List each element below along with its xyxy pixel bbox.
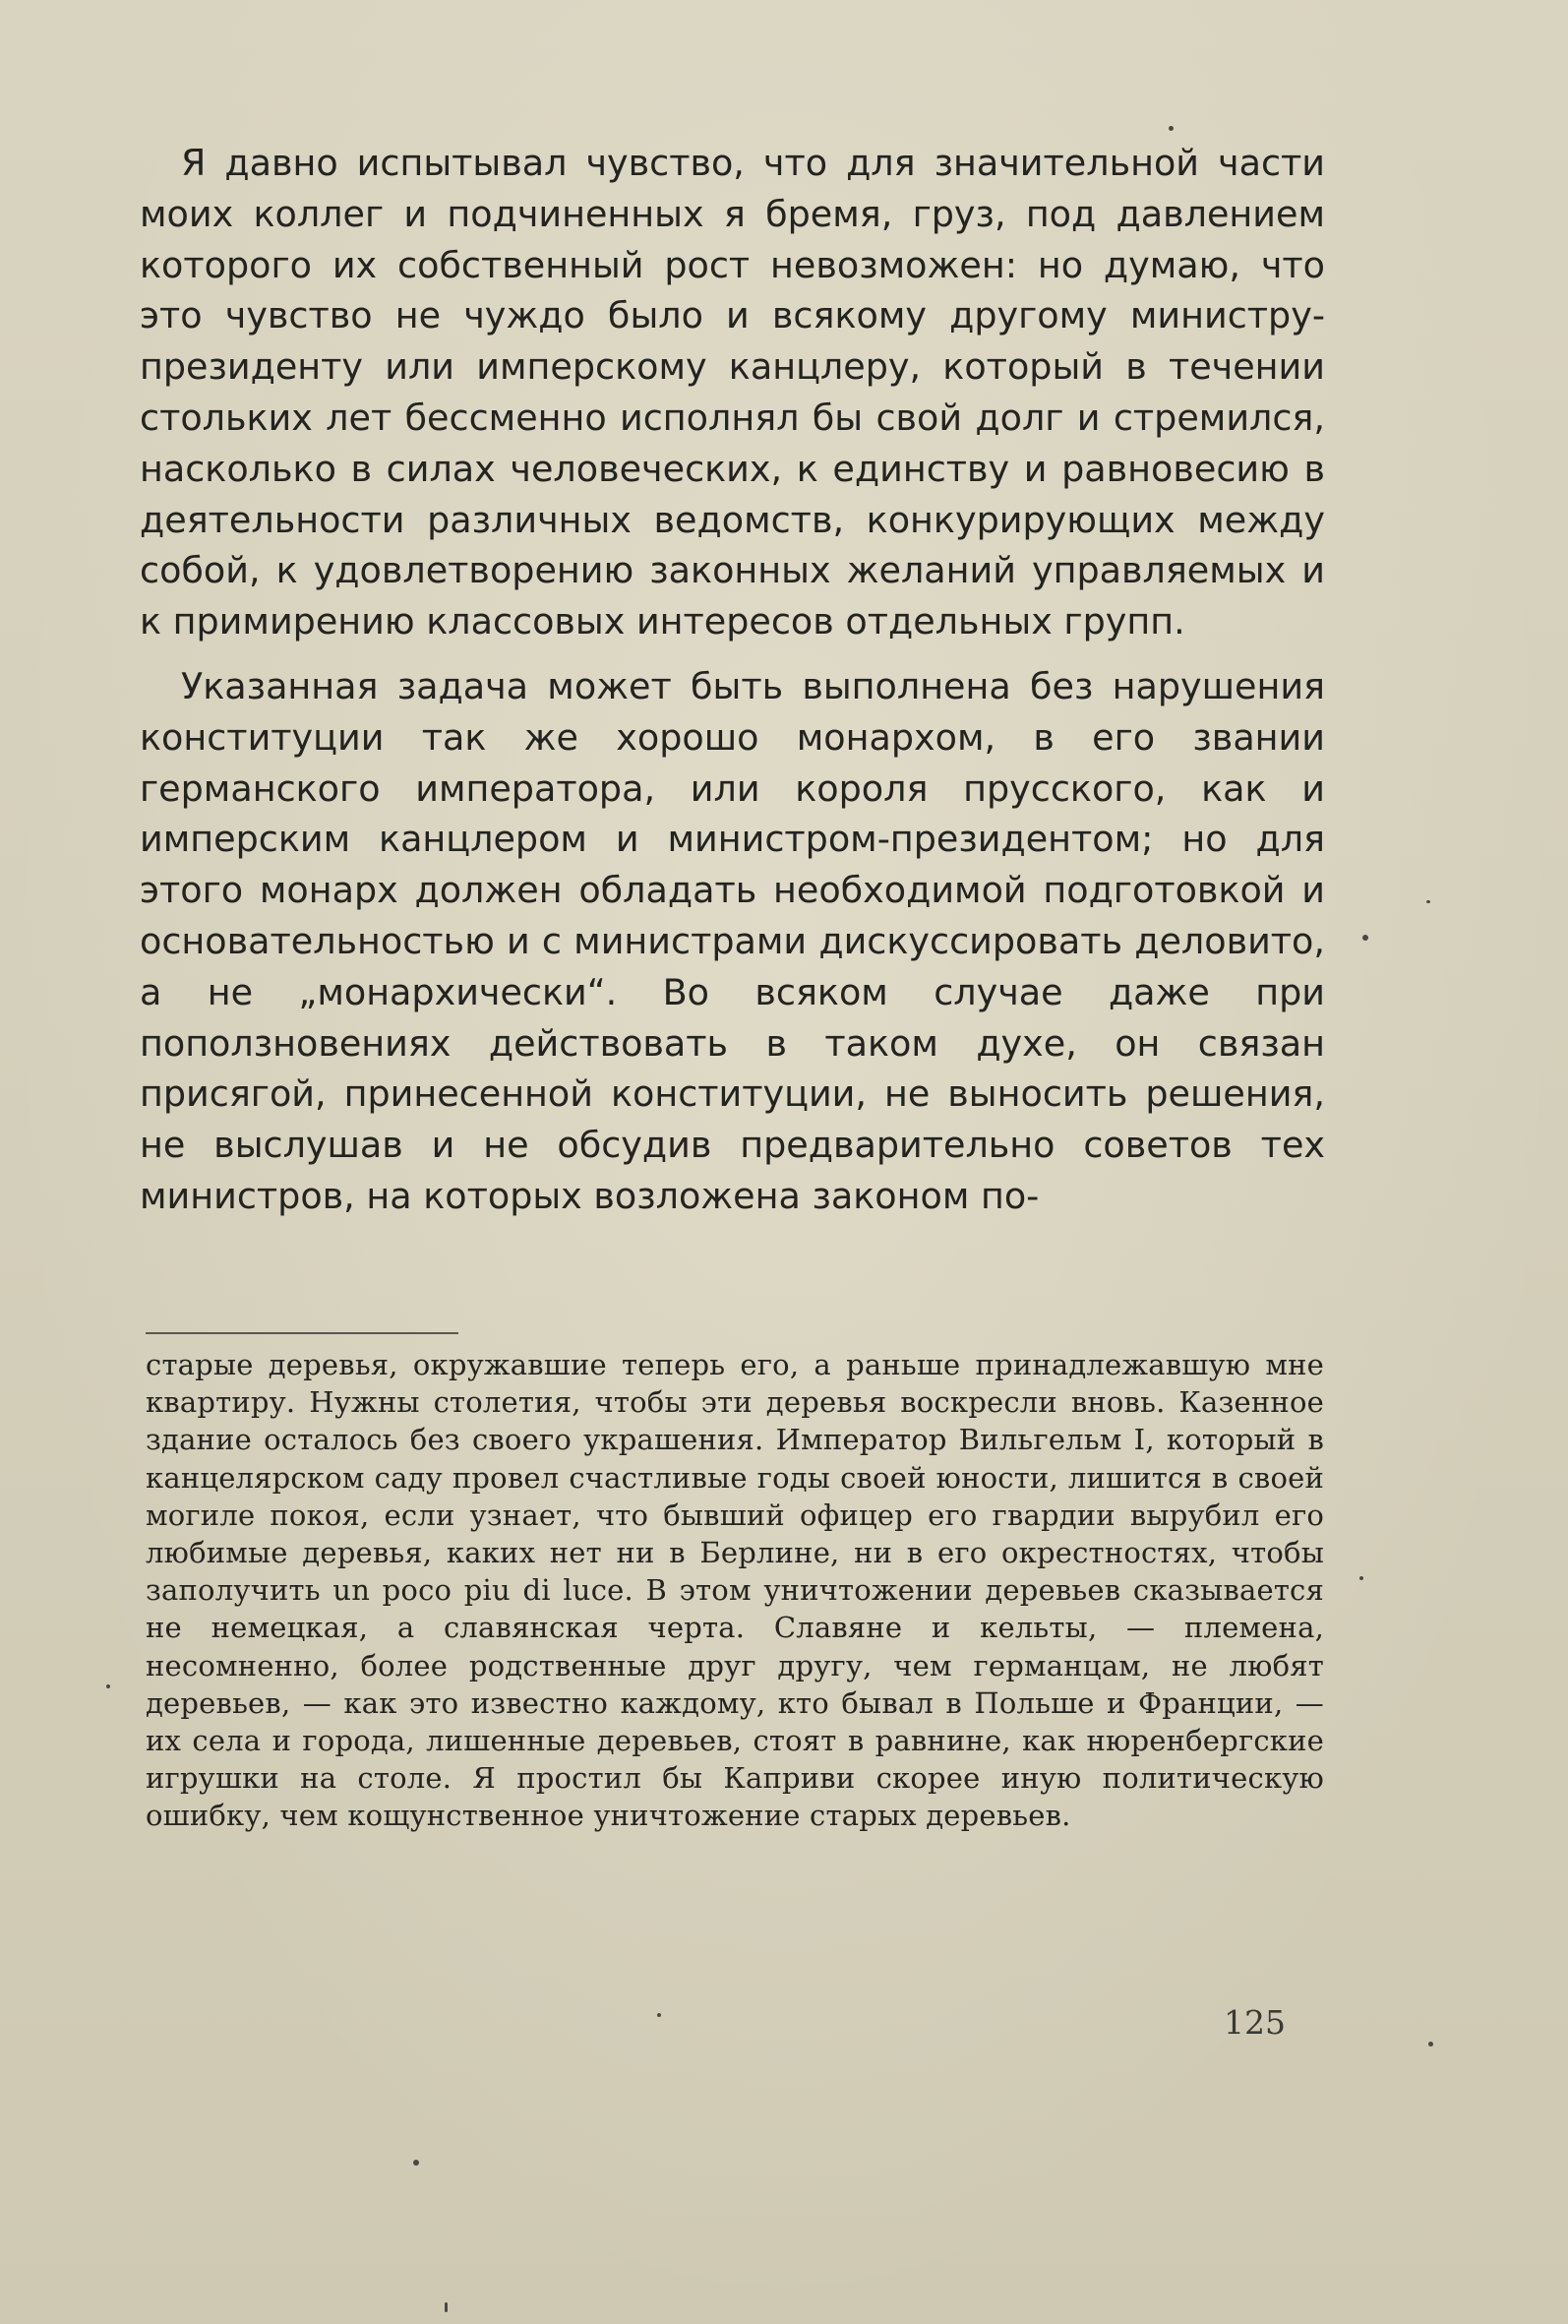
paper-speck [1362, 935, 1368, 941]
footnote-divider [146, 1332, 458, 1334]
paper-speck [1169, 126, 1174, 131]
paper-speck [106, 1684, 110, 1688]
footnote-text: старые деревья, окружавшие теперь его, а раньше принадлежавшую мне квартиру. Нужны столетия, чтобы эти деревья воскресли вновь. Казенное здание осталось без своего украшения. Император Вильгельм I, который в канцелярском саду провел счастливые годы своей юности, лишится в своей могиле покоя, если узнает, что бывший офицер его гвардии вырубил его любимые деревья, каких нет ни в Берлине, ни в его окрестностях, чтобы заполучить un poco piu di luce. В этом уничтожении деревьев сказывается не немецкая, а славянская черта. Славяне и кельты, — племена, несомненно, более родственные друг другу, чем германцам, не любят деревьев, — как это известно каждому, кто бывал в Польше и Франции, — их села и города, лишенные деревьев, стоят в равнине, как нюренбергские игрушки на столе. Я простил бы Каприви скорее иную политическую ошибку, чем кощунственное уничтожение старых деревьев. [146, 1348, 1324, 1833]
paper-speck [657, 2013, 661, 2017]
paper-speck [1359, 1576, 1363, 1580]
page-number: 125 [1224, 2003, 1286, 2042]
paragraph-1: Я давно испытывал чувство, что для значительной части моих коллег и подчиненных я бремя, груз, под давлением которого их собственный рост невозможен: но думаю, что это чувство не чуждо было и всякому другому министру-президенту или имперскому канцлеру, который в течении стольких лет бессменно исполнял бы свой долг и стремился, насколько в силах человеческих, к единству и равновесию в деятельности различных ведомств, конкурирующих между собой, к удовлетворению законных желаний управляемых и к примирению классовых интересов отдельных групп. [140, 142, 1325, 643]
paper-speck [413, 2160, 419, 2166]
paper-speck [1428, 2042, 1433, 2047]
footnote [146, 1346, 1324, 1835]
main-text [140, 138, 1325, 1222]
paper-speck [445, 2302, 448, 2312]
paper-speck [1426, 900, 1430, 903]
paragraph-2: Указанная задача может быть выполнена без нарушения конституции так же хорошо монархом, в его звании германского императора, или короля прусского, как и имперским канцлером и министром-президентом; но для этого монарх должен обладать необходимой подготовкой и основательностью и с министрами дискуссировать деловито, а не „монархически“. Во всяком случае даже при поползновениях действовать в таком духе, он связан присягой, принесенной конституции, не выносить решения, не выслушав и не обсудив предварительно советов тех министров, на которых возложена законом по- [140, 664, 1325, 1217]
